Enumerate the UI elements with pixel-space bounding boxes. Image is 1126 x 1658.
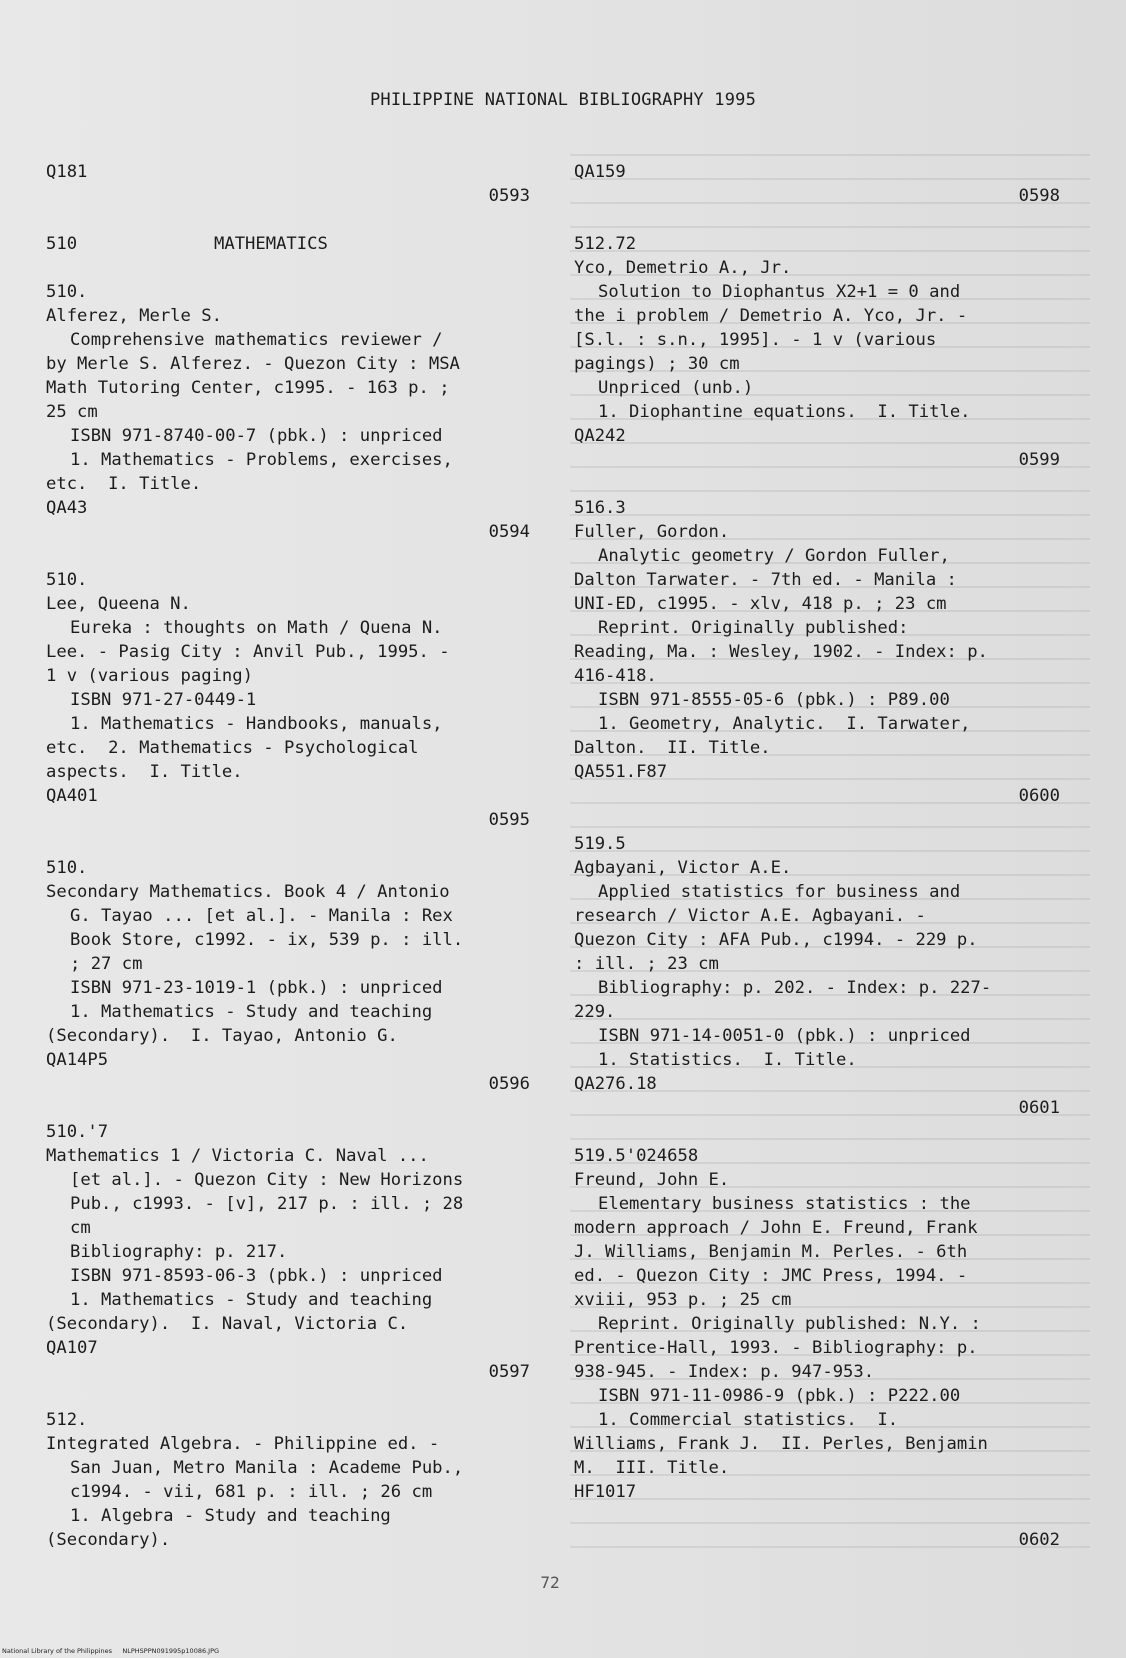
entry-number: 0600 [1018,786,1060,806]
classification: 519.5 [574,834,626,854]
entry-line: Analytic geometry / Gordon Fuller, [598,546,950,566]
entry-line: Math Tutoring Center, c1995. - 163 p. ; [46,378,450,398]
entry-number: 0593 [488,186,530,206]
entry-line: J. Williams, Benjamin M. Perles. - 6th [574,1242,968,1262]
classification: 516.3 [574,498,626,518]
entry-line: Elementary business statistics : the [598,1194,971,1214]
entry-line: Bibliography: p. 202. - Index: p. 227- [598,978,992,998]
entry-number: 0597 [488,1362,530,1382]
entry-line: modern approach / John E. Freund, Frank [574,1218,978,1238]
catalog-entry [574,1144,1060,1504]
catalog-entry [46,1120,530,1384]
entry-line: 25 cm [46,402,98,422]
entry-line: by Merle S. Alferez. - Quezon City : MSA [46,354,460,374]
catalog-entry [46,568,530,832]
entry-line: 1. Commercial statistics. I. [598,1410,899,1430]
entry-line: Quezon City : AFA Pub., c1994. - 229 p. [574,930,978,950]
classification: 510. [46,858,88,878]
catalog-entry [46,1408,530,1552]
call-number: QA276.18 [574,1074,657,1094]
entry-line: Book Store, c1992. - ix, 539 p. : ill. [70,930,464,950]
entry-line: 1. Mathematics - Handbooks, manuals, [70,714,443,734]
entry-line: etc. 2. Mathematics - Psychological [46,738,419,758]
entry-line: 1. Diophantine equations. I. Title. [598,402,971,422]
page-number: 72 [540,1573,560,1592]
entry-line: Williams, Frank J. II. Perles, Benjamin [574,1434,988,1454]
call-number: Q181 [46,162,88,182]
entry-line: Prentice-Hall, 1993. - Bibliography: p. [574,1338,978,1358]
entry-line: 416-418. [574,666,657,686]
entry-line: the i problem / Demetrio A. Yco, Jr. - [574,306,968,326]
entry-line: : ill. ; 23 cm [574,954,719,974]
author: Agbayani, Victor A.E. [574,858,792,878]
entry-line: (Secondary). I. Tayao, Antonio G. [46,1026,398,1046]
entry-line: Reprint. Originally published: [598,618,909,638]
entry-line: ISBN 971-14-0051-0 (pbk.) : unpriced [598,1026,971,1046]
entry-line: pagings) ; 30 cm [574,354,740,374]
entry-number: 0602 [1018,1530,1060,1550]
entry-line: cm [70,1218,91,1238]
entry-line: Solution to Diophantus X2+1 = 0 and [598,282,961,302]
entry-line: UNI-ED, c1995. - xlv, 418 p. ; 23 cm [574,594,947,614]
section-heading [46,232,530,256]
entry-line: Eureka : thoughts on Math / Quena N. [70,618,443,638]
left-column [46,160,530,1552]
call-number: QA242 [574,426,626,446]
entry-line: 1. Statistics. I. Title. [598,1050,857,1070]
entry-line: Applied statistics for business and [598,882,961,902]
entry-line: San Juan, Metro Manila : Academe Pub., [70,1458,464,1478]
entry-line: M. III. Title. [574,1458,730,1478]
catalog-entry [46,856,530,1096]
page-header: PHILIPPINE NATIONAL BIBLIOGRAPHY 1995 [369,90,757,110]
entry-line: ISBN 971-27-0449-1 [70,690,257,710]
entry-line: Reading, Ma. : Wesley, 1902. - Index: p. [574,642,988,662]
catalog-entry [574,832,1060,1120]
entry-line: Dalton. II. Title. [574,738,771,758]
entry-line: Pub., c1993. - [v], 217 p. : ill. ; 28 [70,1194,464,1214]
entry-line: 1. Geometry, Analytic. I. Tarwater, [598,714,971,734]
entry-line: (Secondary). I. Naval, Victoria C. [46,1314,409,1334]
entry-line: ISBN 971-23-1019-1 (pbk.) : unpriced [70,978,443,998]
entry-number: 0596 [488,1074,530,1094]
author: Yco, Demetrio A., Jr. [574,258,792,278]
scan-footer-stamp: National Library of the Philippines NLPHSPPN091995p10086.JPG [2,1647,220,1655]
call-number: QA43 [46,498,88,518]
author: Lee, Queena N. [46,594,191,614]
entry-line: Mathematics 1 / Victoria C. Naval ... [46,1146,429,1166]
call-number: QA159 [574,162,626,182]
entry-line: xviii, 953 p. ; 25 cm [574,1290,792,1310]
entry-number: 0599 [1018,450,1060,470]
classification: 510. [46,570,88,590]
entry-line: G. Tayao ... [et al.]. - Manila : Rex [70,906,453,926]
entry-line: ISBN 971-8740-00-7 (pbk.) : unpriced [70,426,443,446]
entry-line: ISBN 971-8555-05-6 (pbk.) : P89.00 [598,690,950,710]
section-code: 510 [46,234,78,254]
section-title: MATHEMATICS [214,234,328,254]
classification: 512. [46,1410,88,1430]
entry-line: [S.l. : s.n., 1995]. - 1 v (various [574,330,937,350]
entry-line: ; 27 cm [70,954,143,974]
classification: 510.'7 [46,1122,109,1142]
catalog-entry [574,496,1060,808]
author: Fuller, Gordon. [574,522,730,542]
call-number: QA551.F87 [574,762,668,782]
entry-number: 0601 [1018,1098,1060,1118]
entry-line: ISBN 971-11-0986-9 (pbk.) : P222.00 [598,1386,961,1406]
entry-number: 0598 [1018,186,1060,206]
author: Alferez, Merle S. [46,306,222,326]
entry-line: ISBN 971-8593-06-3 (pbk.) : unpriced [70,1266,443,1286]
entry-line: 1. Mathematics - Study and teaching [70,1002,433,1022]
call-number: QA14P5 [46,1050,109,1070]
entry-line: 229. [574,1002,616,1022]
entry-line: 1. Mathematics - Problems, exercises, [70,450,453,470]
entry-line: etc. I. Title. [46,474,202,494]
entry-line: c1994. - vii, 681 p. : ill. ; 26 cm [70,1482,433,1502]
entry-line: Integrated Algebra. - Philippine ed. - [46,1434,440,1454]
entry-line: ed. - Quezon City : JMC Press, 1994. - [574,1266,968,1286]
entry-line: 938-945. - Index: p. 947-953. [574,1362,875,1382]
entry-line: Dalton Tarwater. - 7th ed. - Manila : [574,570,957,590]
entry-line: Comprehensive mathematics reviewer / [70,330,443,350]
classification: 512.72 [574,234,637,254]
catalog-entry [46,280,530,544]
entry-line: Secondary Mathematics. Book 4 / Antonio [46,882,450,902]
entry-number: 0594 [488,522,530,542]
entry-line: Unpriced (unb.) [598,378,754,398]
entry-number: 0595 [488,810,530,830]
entry-line: Lee. - Pasig City : Anvil Pub., 1995. - [46,642,450,662]
classification: 510. [46,282,88,302]
entry-line: [et al.]. - Quezon City : New Horizons [70,1170,464,1190]
entry-line: (Secondary). [46,1530,171,1550]
entry-line: aspects. I. Title. [46,762,243,782]
entry-line: Reprint. Originally published: N.Y. : [598,1314,981,1334]
entry-line: 1 v (various paging) [46,666,253,686]
right-column [574,160,1060,1552]
entry-line: 1. Mathematics - Study and teaching [70,1290,433,1310]
classification: 519.5'024658 [574,1146,699,1166]
call-number: QA401 [46,786,98,806]
entry-line: 1. Algebra - Study and teaching [70,1506,391,1526]
call-number: HF1017 [574,1482,637,1502]
author: Freund, John E. [574,1170,730,1190]
entry-line: research / Victor A.E. Agbayani. - [574,906,926,926]
entry-line: Bibliography: p. 217. [70,1242,288,1262]
call-number: QA107 [46,1338,98,1358]
catalog-entry [574,232,1060,472]
